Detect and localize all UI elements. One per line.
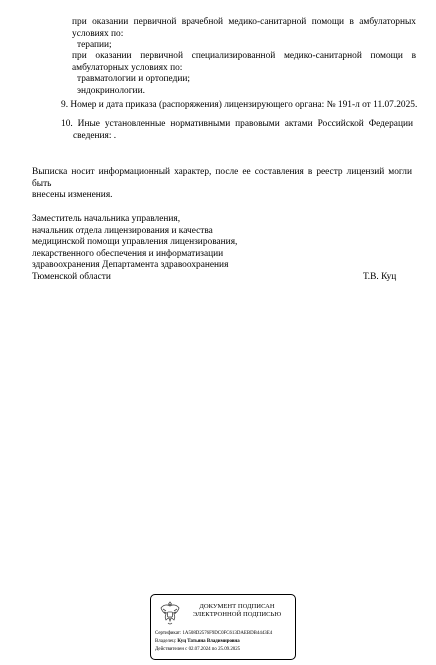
signer-position-line: здравоохранения Департамента здравоохранения <box>32 260 229 270</box>
signer-position-line: Заместитель начальника управления, <box>32 214 181 224</box>
service-item-therapy: терапии; <box>77 40 112 50</box>
stamp-owner <box>155 639 240 645</box>
note-line2: внесены изменения. <box>32 190 113 200</box>
signer-name: Т.В. Куц <box>363 272 397 282</box>
signer-position-line: лекарственного обеспечения и информатизации <box>32 248 224 259</box>
item-9-order-number: 9. Номер и дата приказа (распоряжения) лицензирующего органа: № 191-л от 11.07.2025. <box>61 100 418 110</box>
stamp-owner-name: Куц Татьяна Владимировна <box>177 639 240 644</box>
service-item-traumatology: травматологии и ортопедии; <box>77 74 190 84</box>
service-item-endocrinology: эндокринологии. <box>77 85 145 96</box>
signer-position-line: медицинской помощи управления лицензирования, <box>32 237 238 247</box>
services-specialized-care <box>72 51 416 97</box>
services-specialized-care-line2: амбулаторных условиях по: <box>72 62 183 73</box>
stamp-owner-label: Владелец: <box>155 639 177 644</box>
stamp-title-line2: ЭЛЕКТРОННОЙ ПОДПИСЬЮ <box>192 611 282 618</box>
note-line1: Выписка носит информационный характер, после ее составления в реестр лицензий могли быть <box>32 167 412 189</box>
coat-of-arms-icon <box>158 599 182 627</box>
signer-position <box>32 214 332 283</box>
stamp-title-line1: ДОКУМЕНТ ПОДПИСАН <box>199 603 275 610</box>
services-primary-care-line2: условиях по: <box>72 28 124 39</box>
electronic-signature-stamp <box>150 594 296 660</box>
services-primary-care-line1: при оказании первичной врачебной медико-санитарной помощи в амбулаторных <box>72 17 416 27</box>
informational-note <box>32 167 416 202</box>
signer-position-line: начальник отдела лицензирования и качества <box>32 225 213 236</box>
item-10-other-info <box>61 119 413 142</box>
services-specialized-care-line1: при оказании первичной специализированной медико-санитарной помощи в <box>72 51 416 61</box>
stamp-validity: Действителен с 02.07.2024 по 25.09.2025 <box>155 647 241 652</box>
stamp-certificate: Сертификат: 1A508D2576F9DC0FC613DAEBDB4443E4 <box>155 631 273 636</box>
signer-position-line: Тюменской области <box>32 271 111 282</box>
services-primary-care <box>72 17 416 52</box>
item-10-line2: сведения: . <box>73 130 117 141</box>
item-10-line1: 10. Иные установленные нормативными правовыми актами Российской Федерации <box>61 119 413 129</box>
